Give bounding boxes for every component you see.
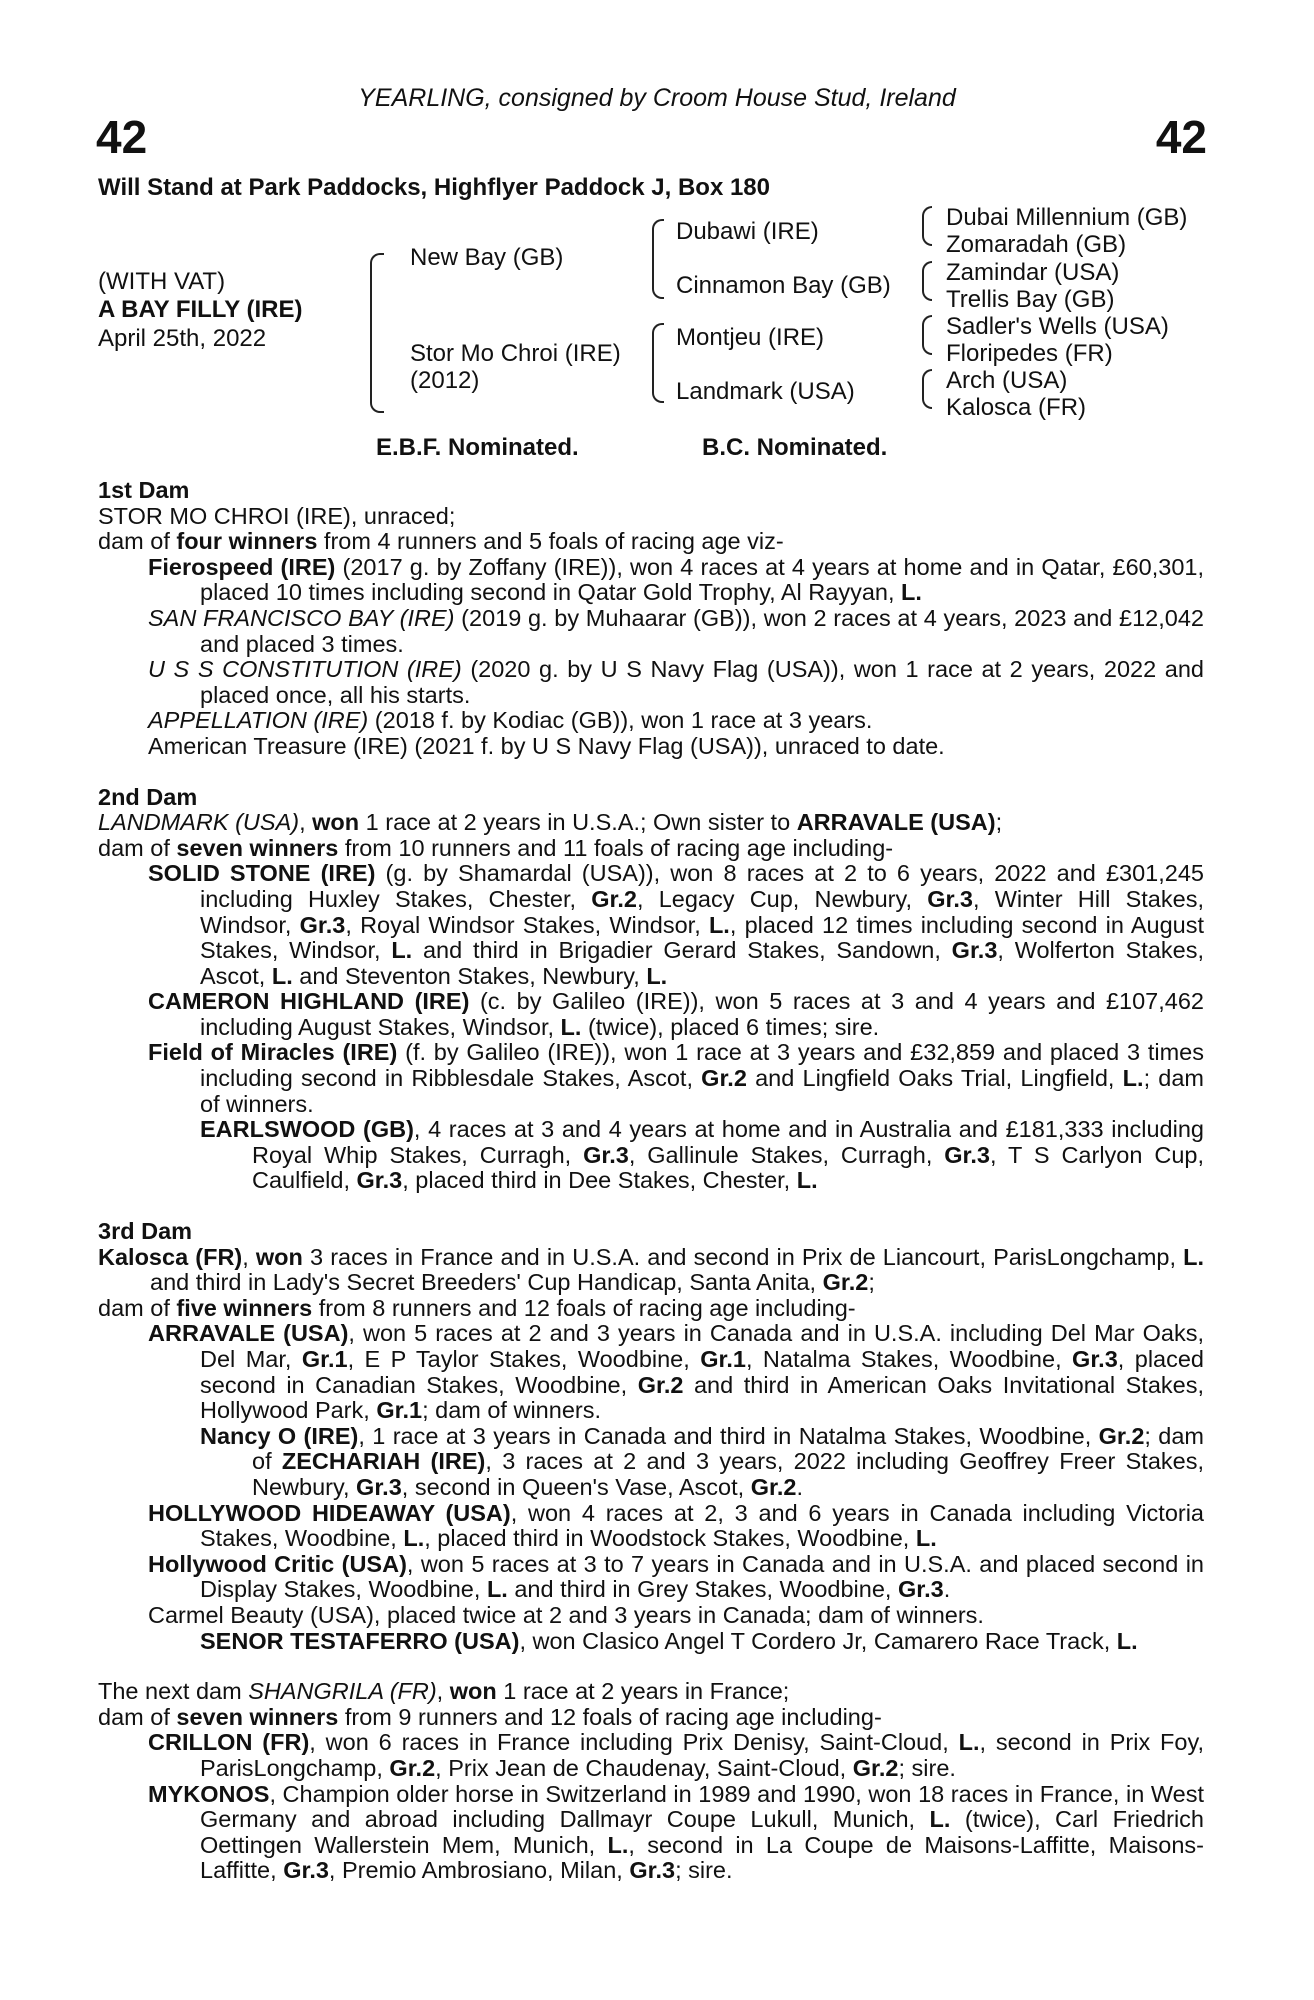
produce-entry: APPELLATION (IRE) (2018 f. by Kodiac (GB)), won 1 race at 3 years. [148,707,873,734]
produce-entry: Fierospeed (IRE) (2017 g. by Zoffany (IRE)), won 4 races at 4 years at home and in Qatar, £60,301, placed 10 times including second in Qatar Gold Trophy, Al Rayyan, L. [148,553,1204,606]
dam1-heading: 1st Dam [98,477,190,503]
dam2-line: LANDMARK (USA), won 1 race at 2 years in U.S.A.; Own sister to ARRAVALE (USA); [98,809,1003,836]
dam2-produce: dam of seven winners from 10 runners and 11 foals of racing age including- [98,834,894,861]
produce-entry: Hollywood Critic (USA), won 5 races at 3 to 7 years in Canada and in U.S.A. and placed second in Display Stakes, Woodbine, L. and third in Grey Stakes, Woodbine, Gr.3. [148,1550,1204,1603]
brace-3c [922,315,932,355]
produce-entry: CAMERON HIGHLAND (IRE) (c. by Galileo (IRE)), won 5 races at 3 and 4 years and £107,462 including August Stakes, Windsor, L. (twice), placed 6 times; sire. [148,988,1204,1040]
produce-entry: ARRAVALE (USA), won 5 races at 2 and 3 years in Canada and in U.S.A. including Del Mar Oaks, Del Mar, Gr.1, E P Taylor Stakes, Woodbine, Gr.1, Natalma Stakes, Woodbine, Gr.3, placed second in Canadian Stakes, Woodbine, Gr.2 and third in American Oaks Invitational Stakes, Hollywood Park, Gr.1; dam of winners. [148,1320,1204,1424]
vat-note: (WITH VAT) [98,268,226,295]
dam3-produce: dam of five winners from 8 runners and 12 foals of racing age including- [98,1294,856,1321]
next-dam-line: The next dam SHANGRILA (FR), won 1 race at 2 years in France; [98,1678,790,1705]
dam1-line: STOR MO CHROI (IRE), unraced; [98,502,456,529]
ddd: Kalosca (FR) [946,394,1087,421]
dam-sire: Montjeu (IRE) [676,324,825,351]
produce-entry: EARLSWOOD (GB), 4 races at 3 and 4 years at home and in Australia and £181,333 including Royal Whip Stakes, Curragh, Gr.3, Gallinule Stakes, Curragh, Gr.3, T S Carlyon Cup, Caulfield, Gr.3, placed third in Dee Stakes, Chester, L. [200,1116,1204,1194]
dam2-heading: 2nd Dam [98,783,198,810]
produce-entry: Carmel Beauty (USA), placed twice at 2 and 3 years in Canada; dam of winners. [148,1601,984,1628]
produce-entry: SENOR TESTAFERRO (USA), won Clasico Angel T Cordero Jr, Camarero Race Track, L. [200,1627,1138,1654]
brace-1 [370,253,384,413]
produce-entry: HOLLYWOOD HIDEAWAY (USA), won 4 races at 2, 3 and 6 years in Canada including Victoria Stakes, Woodbine, L., placed third in Woodstock Stakes, Woodbine, L. [148,1499,1204,1552]
ebf-nomination: E.B.F. Nominated. [376,434,579,461]
sss: Dubai Millennium (GB) [946,204,1188,231]
dam1-produce: dam of four winners from 4 runners and 5 foals of racing age viz- [98,528,784,555]
sire: New Bay (GB) [410,244,564,271]
brace-3d [922,369,932,409]
bc-nomination: B.C. Nominated. [702,434,888,461]
horse-name: A BAY FILLY (IRE) [98,296,303,323]
sire-sire: Dubawi (IRE) [676,218,819,245]
dam-year: (2012) [410,367,480,394]
foaling-date: April 25th, 2022 [98,325,267,352]
sdd: Trellis Bay (GB) [946,286,1115,313]
lot-number-left: 42 [96,111,148,163]
dam3-heading: 3rd Dam [98,1218,193,1245]
produce-entry: American Treasure (IRE) (2021 f. by U S Navy Flag (USA)), unraced to date. [148,732,945,759]
stand-location: Will Stand at Park Paddocks, Highflyer Paddock J, Box 180 [98,174,770,201]
sds: Zamindar (USA) [946,259,1120,286]
next-dam-produce: dam of seven winners from 9 runners and 12 foals of racing age including- [98,1703,882,1730]
ssd: Zomaradah (GB) [946,231,1127,258]
produce-entry: CRILLON (FR), won 6 races in France including Prix Denisy, Saint-Cloud, L., second in Prix Foy, ParisLongchamp, Gr.2, Prix Jean de Chaudenay, Saint-Cloud, Gr.2; sire. [148,1729,1205,1781]
produce-entry: SOLID STONE (IRE) (g. by Shamardal (USA)), won 8 races at 2 to 6 years, 2022 and £301,245 including Huxley Stakes, Chester, Gr.2, Legacy Cup, Newbury, Gr.3, Winter Hill Stakes, Windsor, Gr.3, Royal Windsor Stakes, Windsor, L., placed 12 times including second in August Stakes, Windsor, L. and third in Brigadier Gerard Stakes, Sandown, Gr.3, Wolferton Stakes, Ascot, L. and Steventon Stakes, Newbury, L. [148,860,1204,989]
dsd: Floripedes (FR) [946,340,1113,367]
produce-entry: U S S CONSTITUTION (IRE) (2020 g. by U S Navy Flag (USA)), won 1 race at 2 years, 2022 and placed once, all his starts. [148,656,1204,708]
catalogue-subtitle: YEARLING, consigned by Croom House Stud, Ireland [358,84,956,112]
lot-number-right: 42 [1155,111,1207,163]
dam: Stor Mo Chroi (IRE) [410,340,621,367]
brace-3b [922,261,932,301]
produce-entry: SAN FRANCISCO BAY (IRE) (2019 g. by Muhaarar (GB)), won 2 races at 4 years, 2023 and £12,042 and placed 3 times. [148,604,1204,657]
dam-dam: Landmark (USA) [676,378,855,405]
dds: Arch (USA) [946,367,1068,394]
sire-dam: Cinnamon Bay (GB) [676,272,891,299]
produce-entry: Field of Miracles (IRE) (f. by Galileo (IRE)), won 1 race at 3 years and £32,859 and placed 3 times including second in Ribblesdale Stakes, Ascot, Gr.2 and Lingfield Oaks Trial, Lingfield, L.; dam of winners. [148,1039,1205,1117]
catalogue-body [98,478,1204,1884]
dam3-line: Kalosca (FR), won 3 races in France and in U.S.A. and second in Prix de Liancourt, ParisLongchamp, L. and third in Lady's Secret Breeders' Cup Handicap, Santa Anita, Gr.2; [98,1243,1205,1296]
dss: Sadler's Wells (USA) [946,313,1169,340]
produce-entry: Nancy O (IRE), 1 race at 3 years in Canada and third in Natalma Stakes, Woodbine, Gr.2; dam of ZECHARIAH (IRE), 3 races at 2 and 3 years, 2022 including Geoffrey Freer Stakes, Newbury, Gr.3, second in Queen's Vase, Ascot, Gr.2. [200,1422,1205,1500]
brace-2a [652,219,664,299]
brace-2b [652,323,664,403]
brace-3a [922,206,932,246]
produce-entry: MYKONOS, Champion older horse in Switzerland in 1989 and 1990, won 18 races in France, in West Germany and abroad including Dallmayr Coupe Lukull, Munich, L. (twice), Carl Friedrich Oettingen Wallerstein Mem, Munich, L., second in La Coupe de Maisons-Laffitte, Maisons-Laffitte, Gr.3, Premio Ambrosiano, Milan, Gr.3; sire. [148,1780,1204,1884]
